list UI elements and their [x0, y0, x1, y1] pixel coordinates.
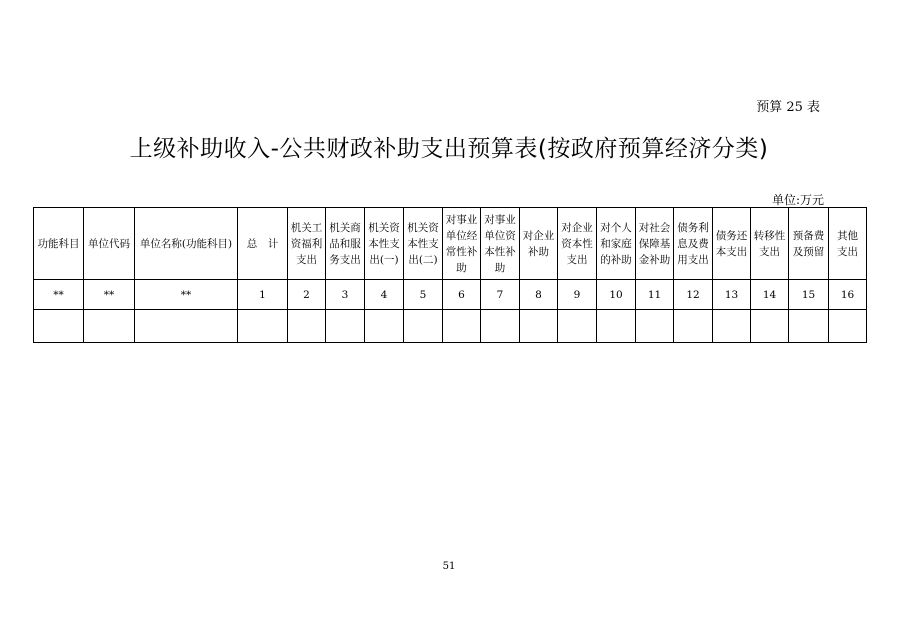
data-cell	[674, 310, 713, 343]
code-cell: 4	[365, 280, 404, 310]
unit-label: 单位:万元	[771, 193, 824, 207]
header-cell: 机关资本性支出(一)	[365, 208, 404, 280]
code-cell: 2	[288, 280, 326, 310]
header-cell: 机关商品和服务支出	[326, 208, 365, 280]
data-cell	[713, 310, 751, 343]
code-cell: 13	[713, 280, 751, 310]
table-number: 预算 25 表	[756, 100, 820, 115]
code-cell: **	[84, 280, 135, 310]
data-cell	[288, 310, 326, 343]
header-cell: 预备费及预留	[789, 208, 829, 280]
code-cell: 8	[520, 280, 558, 310]
header-cell: 单位名称(功能科目)	[135, 208, 238, 280]
data-cell	[326, 310, 365, 343]
code-row	[34, 280, 867, 310]
data-cell	[636, 310, 674, 343]
data-cell	[238, 310, 288, 343]
header-cell: 对事业单位经常性补助	[443, 208, 481, 280]
budget-table	[33, 207, 867, 343]
code-cell: 11	[636, 280, 674, 310]
code-cell: 3	[326, 280, 365, 310]
code-cell: 10	[597, 280, 636, 310]
code-cell: 7	[481, 280, 520, 310]
header-cell: 单位代码	[84, 208, 135, 280]
header-cell: 机关工资福利支出	[288, 208, 326, 280]
data-cell	[135, 310, 238, 343]
code-cell: 16	[829, 280, 867, 310]
data-cell	[365, 310, 404, 343]
page-number: 51	[442, 561, 456, 572]
code-cell: 5	[404, 280, 443, 310]
data-cell	[789, 310, 829, 343]
data-cell	[558, 310, 597, 343]
data-row-empty	[34, 310, 867, 343]
header-cell: 对事业单位资本性补助	[481, 208, 520, 280]
data-cell	[84, 310, 135, 343]
data-cell	[829, 310, 867, 343]
code-cell: **	[34, 280, 84, 310]
code-cell: 15	[789, 280, 829, 310]
header-cell: 功能科目	[34, 208, 84, 280]
code-cell: 14	[751, 280, 789, 310]
data-cell	[34, 310, 84, 343]
code-cell: 1	[238, 280, 288, 310]
data-cell	[443, 310, 481, 343]
data-cell	[751, 310, 789, 343]
data-cell	[481, 310, 520, 343]
header-cell: 对企业补助	[520, 208, 558, 280]
code-cell: 12	[674, 280, 713, 310]
header-cell: 机关资本性支出(二)	[404, 208, 443, 280]
code-cell: 6	[443, 280, 481, 310]
code-cell: 9	[558, 280, 597, 310]
header-row	[34, 208, 867, 280]
data-cell	[520, 310, 558, 343]
header-cell: 转移性支出	[751, 208, 789, 280]
header-cell: 债务利息及费用支出	[674, 208, 713, 280]
header-cell: 对个人和家庭的补助	[597, 208, 636, 280]
data-cell	[404, 310, 443, 343]
header-cell: 债务还本支出	[713, 208, 751, 280]
page-title: 上级补助收入-公共财政补助支出预算表(按政府预算经济分类)	[129, 136, 769, 162]
header-cell: 总 计	[238, 208, 288, 280]
header-cell: 其他支出	[829, 208, 867, 280]
data-cell	[597, 310, 636, 343]
header-cell: 对企业资本性支出	[558, 208, 597, 280]
header-cell: 对社会保障基金补助	[636, 208, 674, 280]
code-cell: **	[135, 280, 238, 310]
